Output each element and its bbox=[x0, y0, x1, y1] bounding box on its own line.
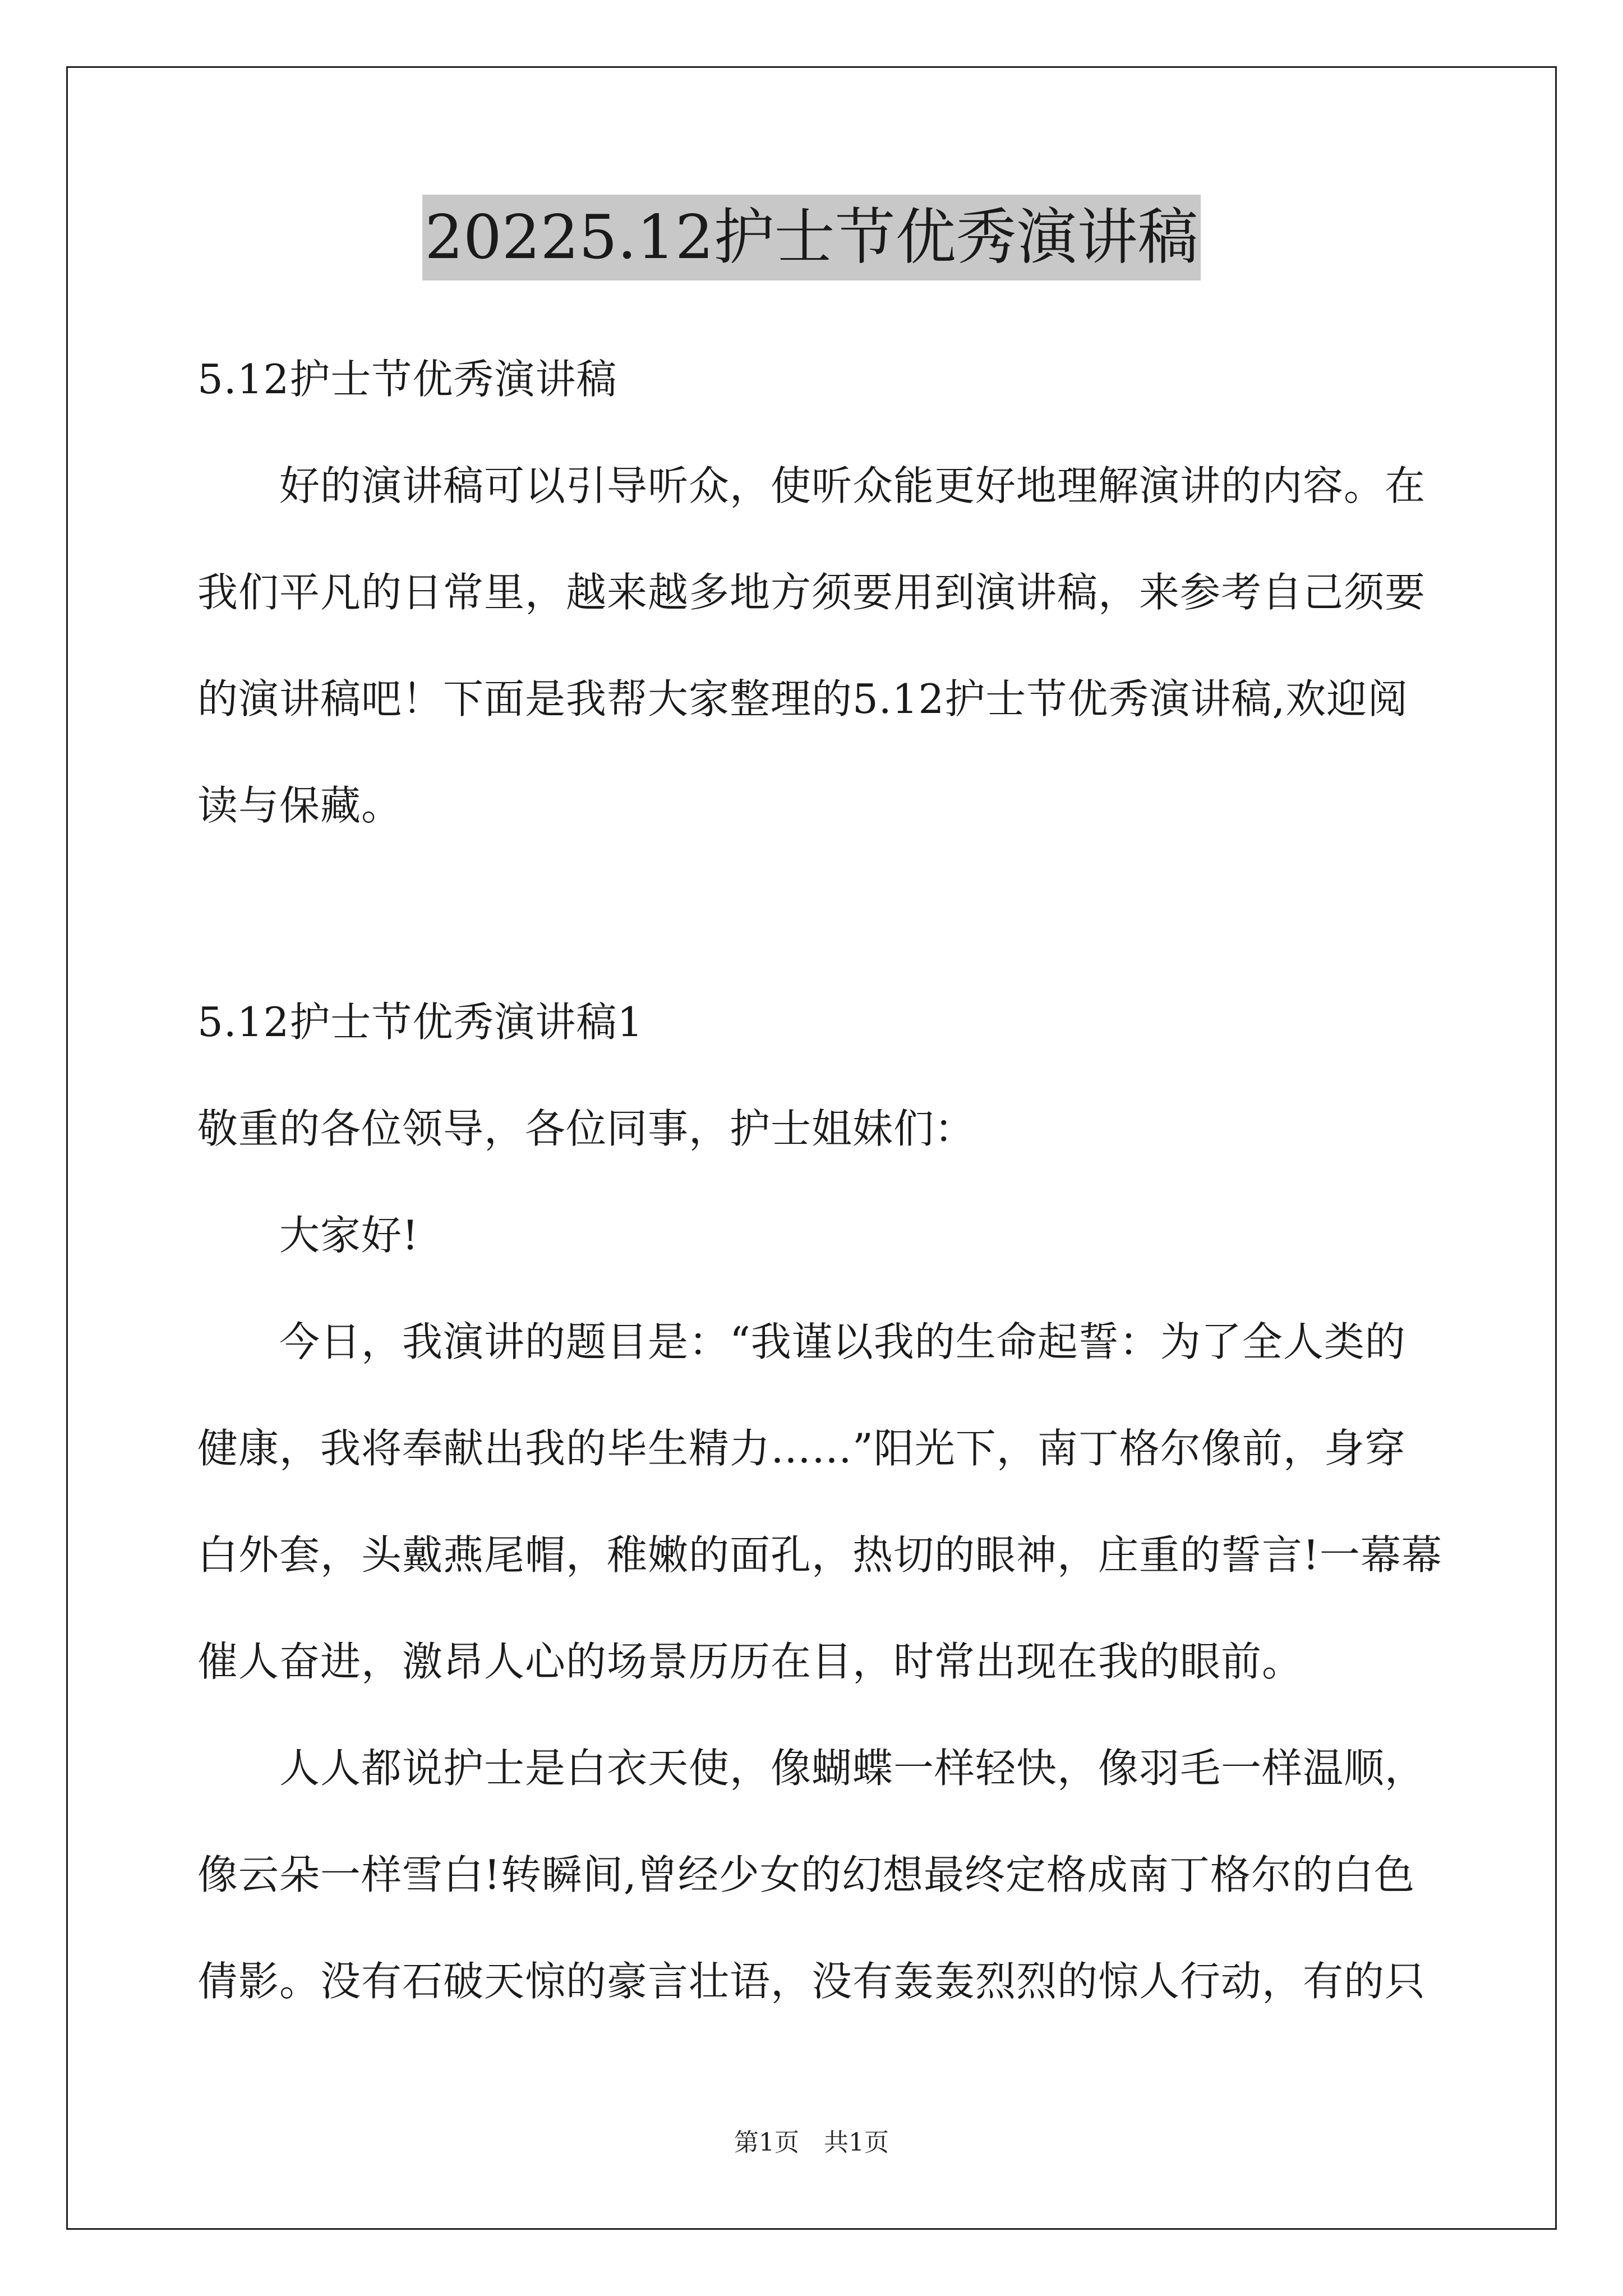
para2-line-2: 像云朵一样雪白!转瞬间,曾经少女的幻想最终定格成南丁格尔的白色 bbox=[197, 1851, 1415, 1898]
intro-line-3: 的演讲稿吧！下面是我帮大家整理的5.12护士节优秀演讲稿,欢迎阅 bbox=[197, 675, 1409, 723]
para1-line-2: 健康，我将奉献出我的毕生精力……”阳光下，南丁格尔像前，身穿 bbox=[197, 1425, 1406, 1472]
page-footer bbox=[0, 2128, 1623, 2157]
document-title-text: 20225.12护士节优秀演讲稿 bbox=[422, 195, 1200, 280]
para1-line-1: 今日，我演讲的题目是：“我谨以我的生命起誓：为了全人类的 bbox=[197, 1318, 1406, 1365]
salutation: 敬重的各位领导，各位同事，护士姐妹们： bbox=[197, 1105, 976, 1152]
para1-line-3: 白外套，头戴燕尾帽，稚嫩的面孔，热切的眼神，庄重的誓言!一幕幕 bbox=[197, 1531, 1442, 1579]
greeting: 大家好! bbox=[197, 1212, 419, 1259]
intro-line-2: 我们平凡的日常里，越来越多地方须要用到演讲稿，来参考自己须要 bbox=[197, 569, 1426, 616]
page-number: 第1页 共1页 bbox=[734, 2128, 889, 2157]
para1-line-4: 催人奋进，激昂人心的场景历历在目，时常出现在我的眼前。 bbox=[197, 1638, 1303, 1685]
intro-heading: 5.12护士节优秀演讲稿 bbox=[197, 356, 617, 403]
document-title bbox=[0, 203, 1623, 273]
speech-heading: 5.12护士节优秀演讲稿1 bbox=[197, 999, 644, 1046]
para2-line-1: 人人都说护士是白衣天使，像蝴蝶一样轻快，像羽毛一样温顺， bbox=[197, 1745, 1426, 1792]
intro-line-4: 读与保藏。 bbox=[197, 782, 403, 829]
para2-line-3: 倩影。没有石破天惊的豪言壮语，没有轰轰烈烈的惊人行动，有的只 bbox=[197, 1958, 1426, 2005]
intro-line-1: 好的演讲稿可以引导听众，使听众能更好地理解演讲的内容。在 bbox=[197, 462, 1426, 509]
